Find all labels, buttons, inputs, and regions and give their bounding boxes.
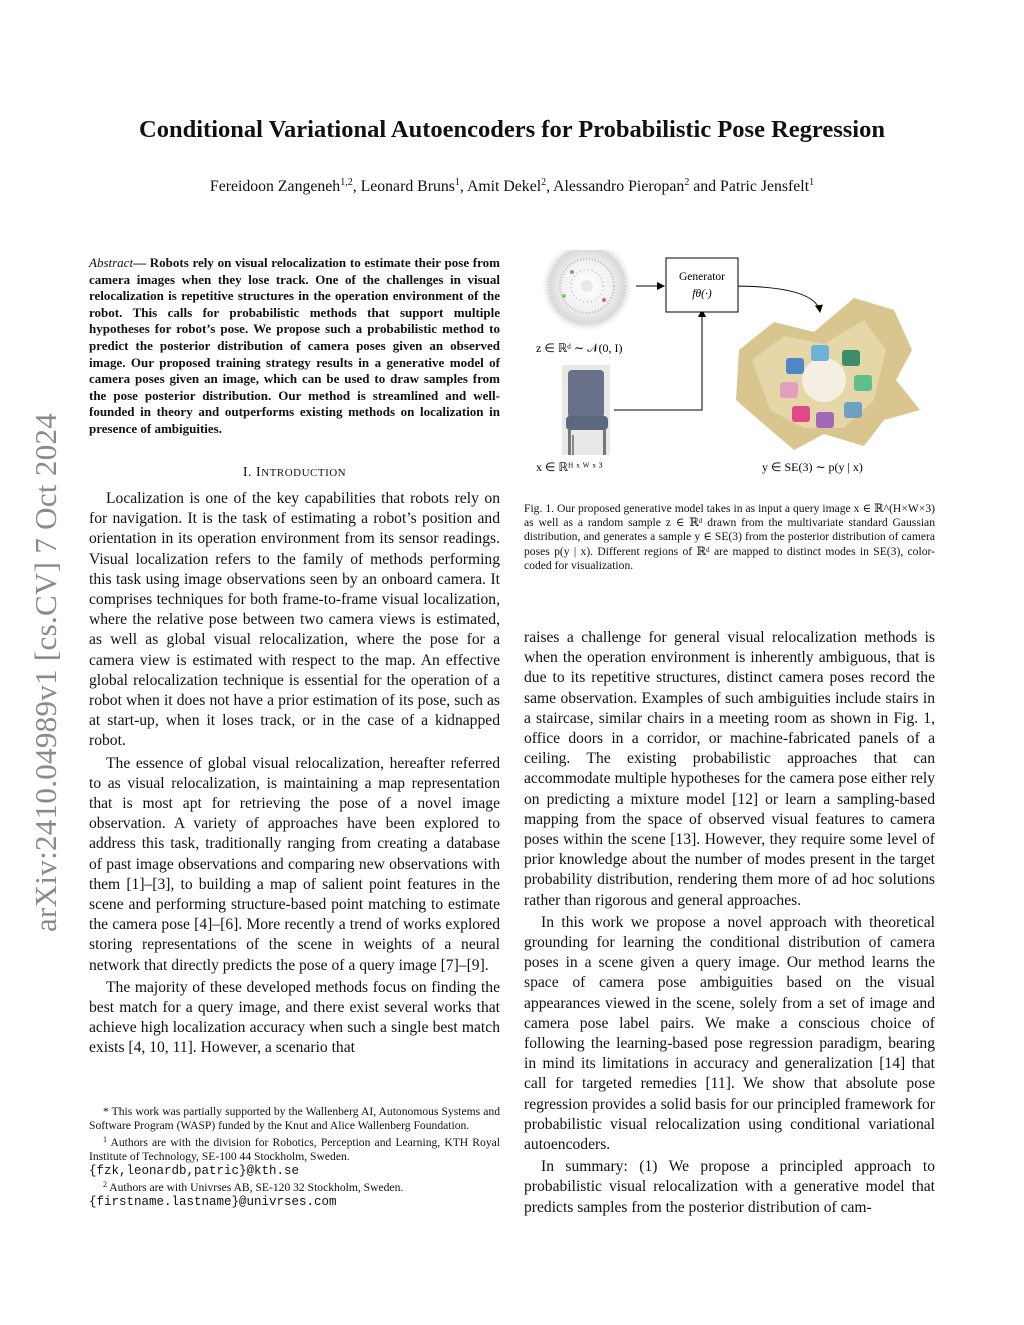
abstract-text: Robots rely on visual relocalization to estimate their pose from camera images when they lose track. One of the challenges in visual relocalization is repetitive structures in the operation environment of the robot. This calls for probabilistic methods that support multiple hypotheses for robot’s pose. We propose such a probabilistic method to predict the posterior distribution of camera poses given an observed image. Our proposed training strategy results in a generative model of camera poses given an image, which can be used to draw samples from the pose posterior distribution. Our method is streamlined and well-founded in theory and outperforms existing methods on localization in presence of ambiguities.: [89, 255, 500, 436]
figure-diagram: [524, 250, 935, 490]
author: Patric Jensfelt$^1$: [720, 177, 815, 195]
z-label: z ∈ ℝᵈ ∼ 𝒩(0, I): [536, 341, 623, 355]
author: Fereidoon Zangeneh$^{1,2}$,: [209, 177, 361, 195]
paper-title: Conditional Variational Autoencoders for Probabilistic Pose Regression: [139, 116, 885, 143]
paragraph: raises a challenge for general visual relocalization methods is when the operation environment is inherently ambiguous, that is due to its repetitive structures, distinct camera poses record the same observation. Examples of such ambiguities include stairs in a staircase, similar chairs in a meeting room as shown in Fig. 1, office doors in a corridor, or machine-fabricated panels of a ceiling. The existing probabilistic approaches that can accommodate multiple hypotheses for the camera pose either rely on predicting a mixture model [12] or learn a sampling-based mapping from the space of observed visual features to camera poses within the scene [13]. However, they require some level of prior knowledge about the number of modes present in the target probability distribution, rendering them more of ad hoc solutions rather than rigorous and general approaches.: [524, 629, 935, 909]
paragraph: The essence of global visual relocalization, hereafter referred to as visual relocalization, is maintaining a map representation that is most apt for retrieving the pose of a novel image observation. A variety of approaches have been explored to address this task, traditionally ranging from creating a database of past image observations and comparing new observations with them [1]–[3], to building a map of salient point features in the scene and performing structure-based point matching to estimate the camera pose [4]–[6]. More recently a trend of works explored storing representations of the scene in weights of a neural network that directly predicts the pose of a query image [7]–[9].: [89, 754, 500, 974]
arxiv-stamp: arXiv:2410.04989v1 [cs.CV] 7 Oct 2024: [28, 412, 63, 932]
right-column-body: [524, 628, 935, 1218]
generator-function: fθ(·): [692, 288, 712, 300]
footnote-2: $^2$ Authors are with Univrses AB, SE-120 32 Stockholm, Sweden.: [103, 1180, 404, 1194]
section-heading: I. INTRODUCTION: [242, 465, 347, 480]
paragraph: In summary: (1) We propose a principled approach to probabilistic visual relocalization with a generative model that predicts samples from the posterior distribution of cam-: [524, 1158, 935, 1216]
generator-box: [666, 258, 738, 312]
author: Amit Dekel$^2$,: [466, 177, 554, 195]
arrow-image-to-generator: [614, 310, 702, 410]
figure-caption: Fig. 1. Our proposed generative model takes in as input a query image x ∈ ℝ^(H×W×3) as well as a random sample z ∈ ℝᵈ drawn from the multivariate standard Gaussian distribution, and generates a sample y ∈ SE(3) from the posterior distribution of camera poses p(y | x). Different regions of ℝᵈ are mapped to distinct modes in SE(3), color-coded for visualization.: [524, 502, 935, 572]
footnote-funding: * This work was partially supported by the Wallenberg AI, Autonomous Systems and Software Program (WASP) funded by the Knut and Alice Wallenberg Foundation.: [89, 1105, 500, 1132]
author-list: [60, 178, 964, 196]
y-label: y ∈ SE(3) ∼ p(y | x): [762, 460, 863, 474]
footnote-1: $^1$ Authors are with the division for Robotics, Perception and Learning, KTH Royal Institute of Technology, SE-100 44 Stockholm, Sweden.: [89, 1135, 500, 1163]
email-univrses: {firstname.lastname}@univrses.com: [89, 1195, 337, 1209]
author: Leonard Bruns$^1$,: [360, 177, 467, 195]
paragraph: The majority of these developed methods focus on finding the best match for a query image, and there exist several works that achieve high localization accuracy when such a single best match exists [4, 10, 11]. However, a scenario that: [89, 978, 500, 1057]
scene-mesh-with-chairs: [736, 298, 920, 450]
left-column-body: [89, 489, 500, 1059]
abstract: Abstract— Robots rely on visual relocalization to estimate their pose from camera images when they lose track. One of the challenges in visual relocalization is repetitive structures in the operation environment of the robot. This calls for probabilistic methods that support multiple hypotheses for robot’s pose. We propose such a probabilistic method to predict the posterior distribution of camera poses given an observed image. Our proposed training strategy results in a generative model of camera poses given an image, which can be used to draw samples from the pose posterior distribution. Our method is streamlined and well-founded in theory and outperforms existing methods on localization in presence of ambiguities.: [89, 255, 500, 436]
gaussian-sample-icon: [542, 250, 632, 331]
author: Alessandro Pieropan$^2$ and: [553, 177, 721, 195]
x-label: x ∈ ℝᴴ ˣ ᵂ ˣ ³: [536, 460, 603, 474]
query-image-chair: [562, 365, 610, 455]
paragraph: In this work we propose a novel approach with theoretical grounding for learning the conditional distribution of camera poses in a scene given a query image. Our method learns the space of camera pose ambiguities based on the visual appearances viewed in the scene, solely from a set of image and camera pose label pairs. We make a conscious choice of following the learning-based pose regression paradigm, bearing in mind its limitations in accuracy and generalization [14] that call for targeted remedies [11]. We show that absolute pose regression provides a solid basis for our principled framework for probabilistic visual relocalization using conditional variational autoencoders.: [524, 913, 935, 1154]
generator-label: Generator: [679, 271, 725, 283]
footnotes: [89, 1105, 500, 1209]
paragraph: Localization is one of the key capabilities that robots rely on for navigation. It is the task of estimating a robot’s position and orientation in its operation environment from its sensor readings. Visual localization refers to the family of methods performing this task using image observations seen by an onboard camera. It comprises techniques for both frame-to-frame visual localization, where the relative pose between two camera views is estimated, as well as global visual relocalization, where the pose for a camera view is estimated with respect to the map. An effective global relocalization technique is essential for the operation of a robot when it does not have a prior estimation of its pose, such as at start-up, when it loses track, or in the case of a kidnapped robot.: [89, 490, 500, 750]
figure-1: [524, 250, 935, 490]
arrow-generator-to-output: [731, 286, 820, 312]
email-kth: {fzk,leonardb,patric}@kth.se: [89, 1164, 300, 1178]
abstract-label: Abstract: [89, 255, 134, 270]
